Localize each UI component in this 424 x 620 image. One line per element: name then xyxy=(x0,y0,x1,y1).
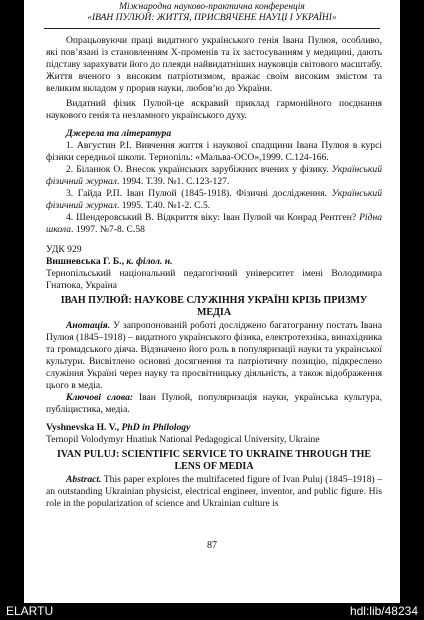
abstract-en xyxy=(46,474,382,510)
author-name-en: Vyshnevska H. V., xyxy=(46,422,120,433)
article-title-ua: ІВАН ПУЛЮЙ: НАУКОВЕ СЛУЖІННЯ УКРАЇНІ КРІЗЬ ПРИЗМУ МЕДІА xyxy=(60,295,368,318)
keywords-label: Ключові слова: xyxy=(66,392,134,403)
page-body xyxy=(46,35,382,510)
author-degree: к. філол. н. xyxy=(123,256,173,267)
author-degree-en: PhD in Philology xyxy=(119,422,191,433)
reference-tail: . 1997. №7-8. С.58 xyxy=(71,224,145,235)
reference-text: 3. Гайда Р.П. Іван Пулюй (1845-1918). Фізичні дослідження. xyxy=(66,188,327,199)
affiliation-en: Ternopil Volodymyr Hnatiuk National Pedagogical University, Ukraine xyxy=(46,434,320,445)
reference-item xyxy=(46,188,382,212)
reference-journal: Рідна школа xyxy=(46,212,382,235)
reference-text: 4. Шендеровський В. Відкриття віку: Іван Пулюй чи Конрад Рентген? xyxy=(66,212,357,223)
references-title: Джерела та література xyxy=(66,128,172,139)
conference-title: «ІВАН ПУЛЮЙ: ЖИТТЯ, ПРИСВЯЧЕНЕ НАУЦІ І УКРАЇНІ» xyxy=(87,13,337,23)
handle-label: hdl:lib/48234 xyxy=(349,604,418,618)
author-en xyxy=(46,422,382,434)
page-number: 87 xyxy=(207,540,217,551)
reference-tail: . 1995. Т.40. №1-2. С.5. xyxy=(116,200,211,211)
author-name: Вишневська Г. Б., xyxy=(46,256,124,267)
abstract-label: Анотація. xyxy=(66,320,111,331)
keywords-ua xyxy=(46,392,382,416)
header-divider xyxy=(44,28,380,29)
running-header xyxy=(24,2,400,24)
udc-code: УДК 929 xyxy=(46,244,82,255)
reference-item xyxy=(46,212,382,236)
affiliation-ua: Тернопільський національний педагогічний університет імені Володимира Гнатюка, Україна xyxy=(46,268,382,291)
reference-text: 2. Біланюк О. Внесок українських зарубіжних вчених у фізику. xyxy=(66,164,329,175)
abstract-label-en: Abstract. xyxy=(66,474,102,485)
reference-item xyxy=(46,164,382,188)
document-page xyxy=(24,0,400,603)
keywords-text: Іван Пулюй, популяризація науки, українська культура, публіцистика, медіа. xyxy=(46,392,382,415)
abstract-ua xyxy=(46,320,382,392)
paragraph: Видатний фізик Пулюй-це яскравий приклад гармонійного поєднання наукового генія та незламного українського духу. xyxy=(46,98,382,121)
author-ua xyxy=(46,256,382,268)
article-title-en: IVAN PULUJ: SCIENTIFIC SERVICE TO UKRAINE THROUGH THE LENS OF MEDIA xyxy=(56,449,372,472)
abstract-text-en: This paper explores the multifaceted figure of Ivan Puluj (1845–1918) – an outstanding Ukrainian physicist, electrical engineer, inventor, and public figure. His role in the popularization of science and Ukrainian culture is xyxy=(46,474,382,509)
reference-item: 1. Августин Р.І. Вивчення життя і наукової спадщини Івана Пулюя в курсі фізики середньої школи. Тернопіль: «Мальва-ОСО»,1999. С.124-166. xyxy=(46,140,382,163)
reference-journal: Український фізичний журнал xyxy=(46,188,382,211)
conference-name: Міжнародна науково-практична конференція xyxy=(119,2,305,12)
reference-journal: Український фізичний журнал xyxy=(46,164,382,187)
repository-label: ELARTU xyxy=(6,604,54,618)
reference-tail: . 1994. Т.39. №1. С.123-127. xyxy=(116,176,230,187)
paragraph: Опрацьовуючи праці видатного українського генія Івана Пулюя, особливо, які пов’язані із становленням Х-променів та їх застосуванням у медицині, дають підставу зарахувати його до плеяди найвидатніших науковців світового масштабу. Життя вченого з високим патріотизмом, вражає своїм високим змістом та великим вкладом у прорив науки, любов’ю до України. xyxy=(46,35,382,94)
abstract-text: У запропонованій роботі досліджено багатогранну постать Івана Пулюя (1845–1918) – видатного українського фізика, електротехніка, винахідника та громадського діяча. Відзначено його роль в популяризації науки та української культури. Висвітлено основні досягнення та патріотичну позицію, підкреслено служіння Україні через науку та просвітницьку діяльність, а також відображення цього в медіа. xyxy=(46,320,382,391)
